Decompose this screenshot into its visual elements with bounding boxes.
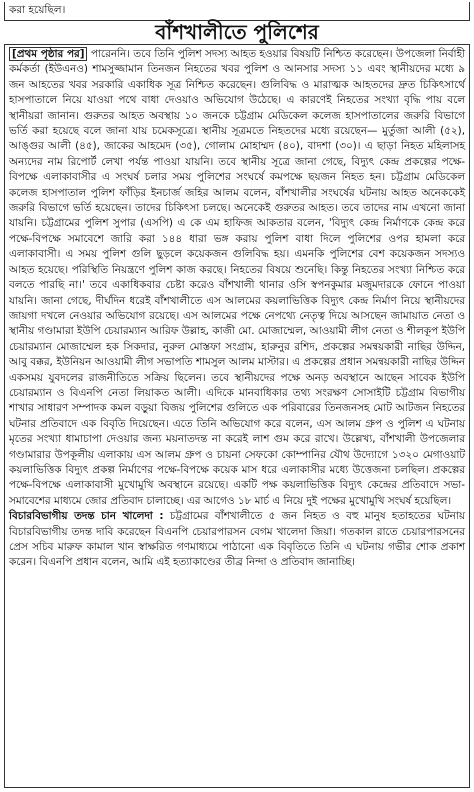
article-headline: বাঁশখালীতে পুলিশের xyxy=(155,20,319,44)
previous-article-continuation: করা হয়েছিল। xyxy=(4,2,470,21)
paragraph-2-text: চট্টগ্রামের বাঁশখালীতে ৫ জন নিহত ও বহু মানুষ হতাহতের ঘটনায় বিচারবিভাগীয় তদন্ত দাবি করেছেন বিএনপি চেয়ারপারসন বেগম খালেদা জিয়া। গতকাল রাতে চেয়ারপারসনের প্রেস সচিব মারুফ কামাল খান স্বাক্ষরিত গণমাধ্যমে পাঠানো এক বিবৃতিতে তিনি এ ঘটনায় গভীর শোক প্রকাশ করেন। বিএনপি প্রধান বলেন, আমি এই হত্যাকাণ্ডের তীব্র নিন্দা ও প্রতিবাদ জানাচ্ছি। xyxy=(9,510,465,569)
subheading: বিচারবিভাগীয় তদন্ত চান খালেদা : xyxy=(9,510,164,523)
article-body xyxy=(4,44,470,788)
jump-label: [প্রথম পৃষ্ঠার পর] xyxy=(9,47,87,61)
paragraph-1-text: পারেননি। তবে তিনি পুলিশ সদস্য আহত হওয়ার বিষয়টি নিশ্চিত করেছেন। উপজেলা নির্বাহী কর্মকর্তা (ইউএনও) শামসুজ্জামান তিনজন নিহতের খবর পুলিশ ও আনসার সদস্য ১১ এবং স্থানীয়দের মধ্যে ৯ জন আহতের খবর সরকারি একাধিক সূত্র নিশ্চিত করেছেন। গুলিবিদ্ধ ও মারাত্মক আহতদের দ্রুত চিকিৎসার্থে হাসপাতালে নিয়ে যাওয়া পথে বাধা দেওয়াও অভিযোগ উঠেছে। এ কারণেই নিহতের সংখ্যা বৃদ্ধি পায় বলে স্থানীয়রা জানান। গুরুতর আহত অবস্থায় ১০ জনকে চট্টগ্রাম মেডিকেল কলেজ হাসপাতালের জরুরি বিভাগে ভর্তি করা হয়েছে বলে জানা যায় চমেকসূত্রে। স্থানীয় সূত্রমতে নিহতদের মধ্যে রয়েছেন— মুর্তুজা আলী (৫২), আঙ্গুর আলী (৪৫), জাকের আহমেদ (৩৫), গোলাম মোহাম্মদ (৪০), বাদশা (৩০)। এ ছাড়া নিহত মহিলাসহ অন্যদের নাম রিপোর্ট লেখা পর্যন্ত পাওয়া যায়নি। তবে স্থানীয় সূত্রে জানা গেছে, বিদ্যুৎ কেন্দ্র প্রকল্পের পক্ষে-বিপক্ষে এলাকাবাসীর এ সংঘর্ষ চলার সময় পুলিশের সংঘর্ষে কমপক্ষে ছয়জন নিহত হন। চট্টগ্রাম মেডিকেল কলেজ হাসপাতাল পুলিশ ফাঁড়ির ইনচার্জ জহির আলম বলেন, বাঁশখালীর সংঘর্ষের ঘটনায় আহত অনেককেই জরুরি বিভাগে ভর্তি হয়েছেন। তাদের চিকিৎসা চলছে। অনেকেই গুরুতর আহত। তবে তাদের নাম এখনো জানা যায়নি। চট্টগ্রামের পুলিশ সুপার (এসপি) এ কে এম হাফিজ আকতার বলেন, 'বিদ্যুৎ কেন্দ্র নির্মাণকে কেন্দ্র করে পক্ষে-বিপক্ষে সমাবেশে জারি করা ১৪৪ ধারা ভঙ্গ করায় পুলিশ বাধা দিলে পুলিশের ওপর হামলা করে এলাকাবাসী। এ সময় পুলিশ গুলি ছুড়লে কয়েকজন গুলিবিদ্ধ হয়। এমনকি পুলিশের বেশ কয়েকজন সদস্যও আহত হয়েছে। পরিস্থিতি নিয়ন্ত্রণে পুলিশ কাজ করছে। নিহতের বিষয়ে শুনেছি। কিন্তু নিহতের সংখ্যা নিশ্চিত করে বলতে পারছি না।' তবে একাধিকবার চেষ্টা করেও বাঁশখালী থানার ওসি স্বপনকুমার মজুমদারকে ফোনে পাওয়া যায়নি। জানা গেছে, দীর্ঘদিন ধরেই বাঁশখালীতে এস আলমের কয়লাভিত্তিক বিদ্যুৎ কেন্দ্র নির্মাণ নিয়ে স্থানীয়দের জায়গা দখলে নেওয়ার অভিযোগ রয়েছে। এস আলমের পক্ষে নেপথ্যে নেতৃত্ব দিয়ে আসছেন জামায়াত নেতা ও স্থানীয় গণ্ডামারা ইউপি চেয়ারম্যান আরিফ উল্লাহ, কাজী মো. মোজাম্মেল, আওয়ামী লীগ নেতা ও শীলকূপ ইউপি চেয়ারম্যান মোজাম্মেল হক সিকদার, নুরুল মোস্তফা সংগ্রাম, হারুনুর রশিদ, প্রকল্পের সমন্বয়কারী নাছির উদ্দিন, আবু বক্কর, ইউনিয়ন আওয়ামী লীগ সভাপতি শামসুল আলম মাস্টার। এ প্রকল্পের প্রধান সমন্বয়কারী নাছির উদ্দিন একসময় যুবদলের রাজনীতিতে সক্রিয় ছিলেন। তবে স্থানীয়দের পক্ষে অনড় অবস্থানে আছেন সাবেক ইউপি চেয়ারম্যান ও বিএনপি নেতা লিয়াকত আলী। এদিকে মানবাধিকার তথ্য সংরক্ষণ সোসাইটি চট্টগ্রাম বিভাগীয় শাখার সাধারণ সম্পাদক কমল বড়ুয়া বিজয় পুলিশের গুলিতে এক পরিবারের তিনজনসহ মোট আটজন নিহতের ঘটনার প্রতিবাদে এক বিবৃতি দিয়েছেন। এতে তিনি অভিযোগ করে বলেন, এস আলম গ্রুপ ও পুলিশ এ ঘটনায় মৃতের সংখ্যা ধামাচাপা দেওয়ার জন্য ময়নাতদন্ত না করেই লাশ গুম করে রাখে। উল্লেখ্য, বাঁশখালী উপজেলার গণ্ডামারার উপকূলীয় এলাকায় এস আলম গ্রুপ ও চায়না সেফকো কোম্পানির যৌথ উদ্যোগে ১৩২০ মেগাওয়াট কয়লাভিত্তিক বিদ্যুৎ প্রকল্প নির্মাণের পক্ষে-বিপক্ষে কয়েক মাস ধরে এলাকাসীর মধ্যে উত্তেজনা চলছিল। প্রকল্পের পক্ষে-বিপক্ষে এলাকাবাসী মুখোমুখি অবস্থানে রয়েছে। একটি পক্ষ কয়লাভিত্তিক বিদ্যুৎ কেন্দ্রের প্রতিবাদে সভা-সমাবেশের মাধ্যমে জোর প্রতিবাদ চালাচ্ছে। এর আগেও ১৮ মার্চ এ নিয়ে দুই পক্ষের মুখোমুখি সংঘর্ষ হয়েছিল। xyxy=(9,48,465,507)
paragraph-1 xyxy=(9,47,465,509)
paragraph-2 xyxy=(9,509,465,571)
